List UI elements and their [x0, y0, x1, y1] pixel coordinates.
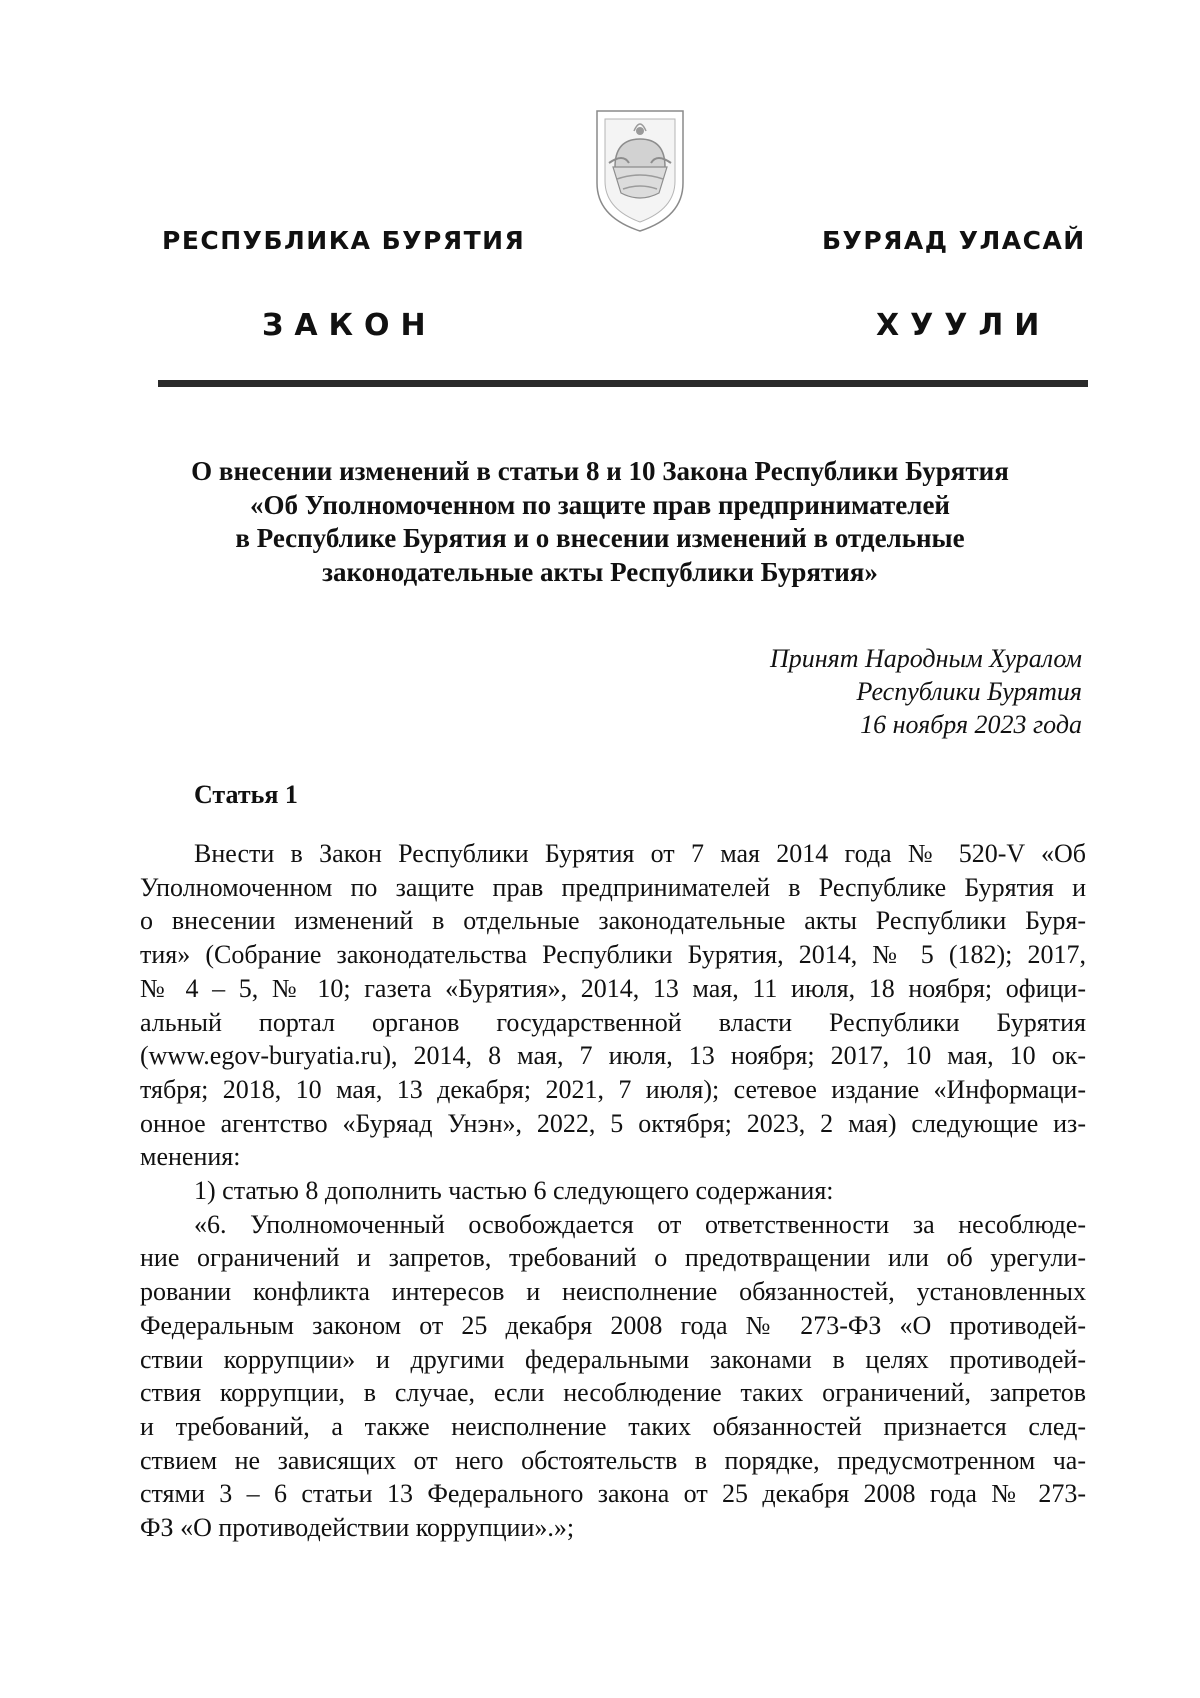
body-line: Федеральным законом от 25 декабря 2008 года № 273-ФЗ «О противодей-	[140, 1310, 1086, 1340]
republic-name-buryat: БУРЯАД УЛАСАЙ	[822, 226, 1086, 255]
body-line: ровании конфликта интересов и неисполнение обязанностей, установленных	[140, 1277, 1086, 1307]
law-title	[140, 455, 1060, 589]
title-line: в Республике Бурятия и о внесении изменений в отдельные	[235, 523, 965, 553]
body-line: тября; 2018, 10 мая, 13 декабря; 2021, 7 июля); сетевое издание «Информаци-	[140, 1074, 1086, 1104]
title-line: «Об Уполномоченном по защите прав предпринимателей	[250, 489, 950, 520]
body-line: «6. Уполномоченный освобождается от ответственности за несоблюде-	[194, 1209, 1086, 1239]
title-line: законодательные акты Республики Бурятия»	[322, 556, 878, 587]
body-line: и требований, а также неисполнение таких обязанностей признается след-	[140, 1411, 1086, 1441]
adoption-line: 16 ноября 2023 года	[860, 710, 1082, 739]
coat-of-arms-emblem	[593, 105, 687, 233]
law-label-buryat: ХУУЛИ	[876, 308, 1051, 343]
title-line: О внесении изменений в статьи 8 и 10 Закона Республики Бурятия	[191, 456, 1009, 486]
law-label-russian: ЗАКОН	[262, 308, 437, 343]
body-line: стями 3 – 6 статьи 13 Федерального закона от 25 декабря 2008 года № 273-	[140, 1479, 1086, 1509]
body-line: ствием не зависящих от него обстоятельств в порядке, предусмотренном ча-	[140, 1445, 1086, 1475]
body-line: альный портал органов государственной власти Республики Бурятия	[140, 1007, 1086, 1037]
body-line: о внесении изменений в отдельные законодательные акты Республики Буря-	[140, 906, 1086, 936]
body-line: 1) статью 8 дополнить частью 6 следующего содержания:	[194, 1176, 834, 1206]
article-body	[140, 837, 1086, 1545]
body-line: ние ограничений и запретов, требований о предотвращении или об урегули-	[140, 1243, 1086, 1273]
body-line: тия» (Собрание законодательства Республики Бурятия, 2014, № 5 (182); 2017,	[140, 940, 1086, 970]
body-line: онное агентство «Буряад Унэн», 2022, 5 октября; 2023, 2 мая) следующие из-	[140, 1108, 1086, 1138]
adoption-line: Республики Бурятия	[856, 677, 1082, 706]
header-divider	[158, 380, 1088, 387]
body-line: ствия коррупции, в случае, если несоблюдение таких ограничений, запретов	[140, 1378, 1086, 1408]
body-line: ФЗ «О противодействии коррупции».»;	[140, 1513, 575, 1543]
republic-name-russian: РЕСПУБЛИКА БУРЯТИЯ	[162, 226, 526, 255]
body-line: Уполномоченном по защите прав предпринимателей в Республике Бурятия и	[140, 872, 1086, 902]
body-line: Внести в Закон Республики Бурятия от 7 мая 2014 года № 520-V «Об	[194, 839, 1086, 868]
adoption-line: Принят Народным Хуралом	[769, 644, 1082, 673]
body-line: менения:	[140, 1142, 241, 1172]
body-line: ствии коррупции» и другими федеральными законами в целях противодей-	[140, 1344, 1086, 1374]
body-line: (www.egov-buryatia.ru), 2014, 8 мая, 7 июля, 13 ноября; 2017, 10 мая, 10 ок-	[140, 1041, 1086, 1071]
adoption-note	[770, 642, 1082, 741]
article-heading: Статья 1	[194, 780, 298, 809]
body-line: № 4 – 5, № 10; газета «Бурятия», 2014, 13 мая, 11 июля, 18 ноября; офици-	[140, 973, 1086, 1003]
